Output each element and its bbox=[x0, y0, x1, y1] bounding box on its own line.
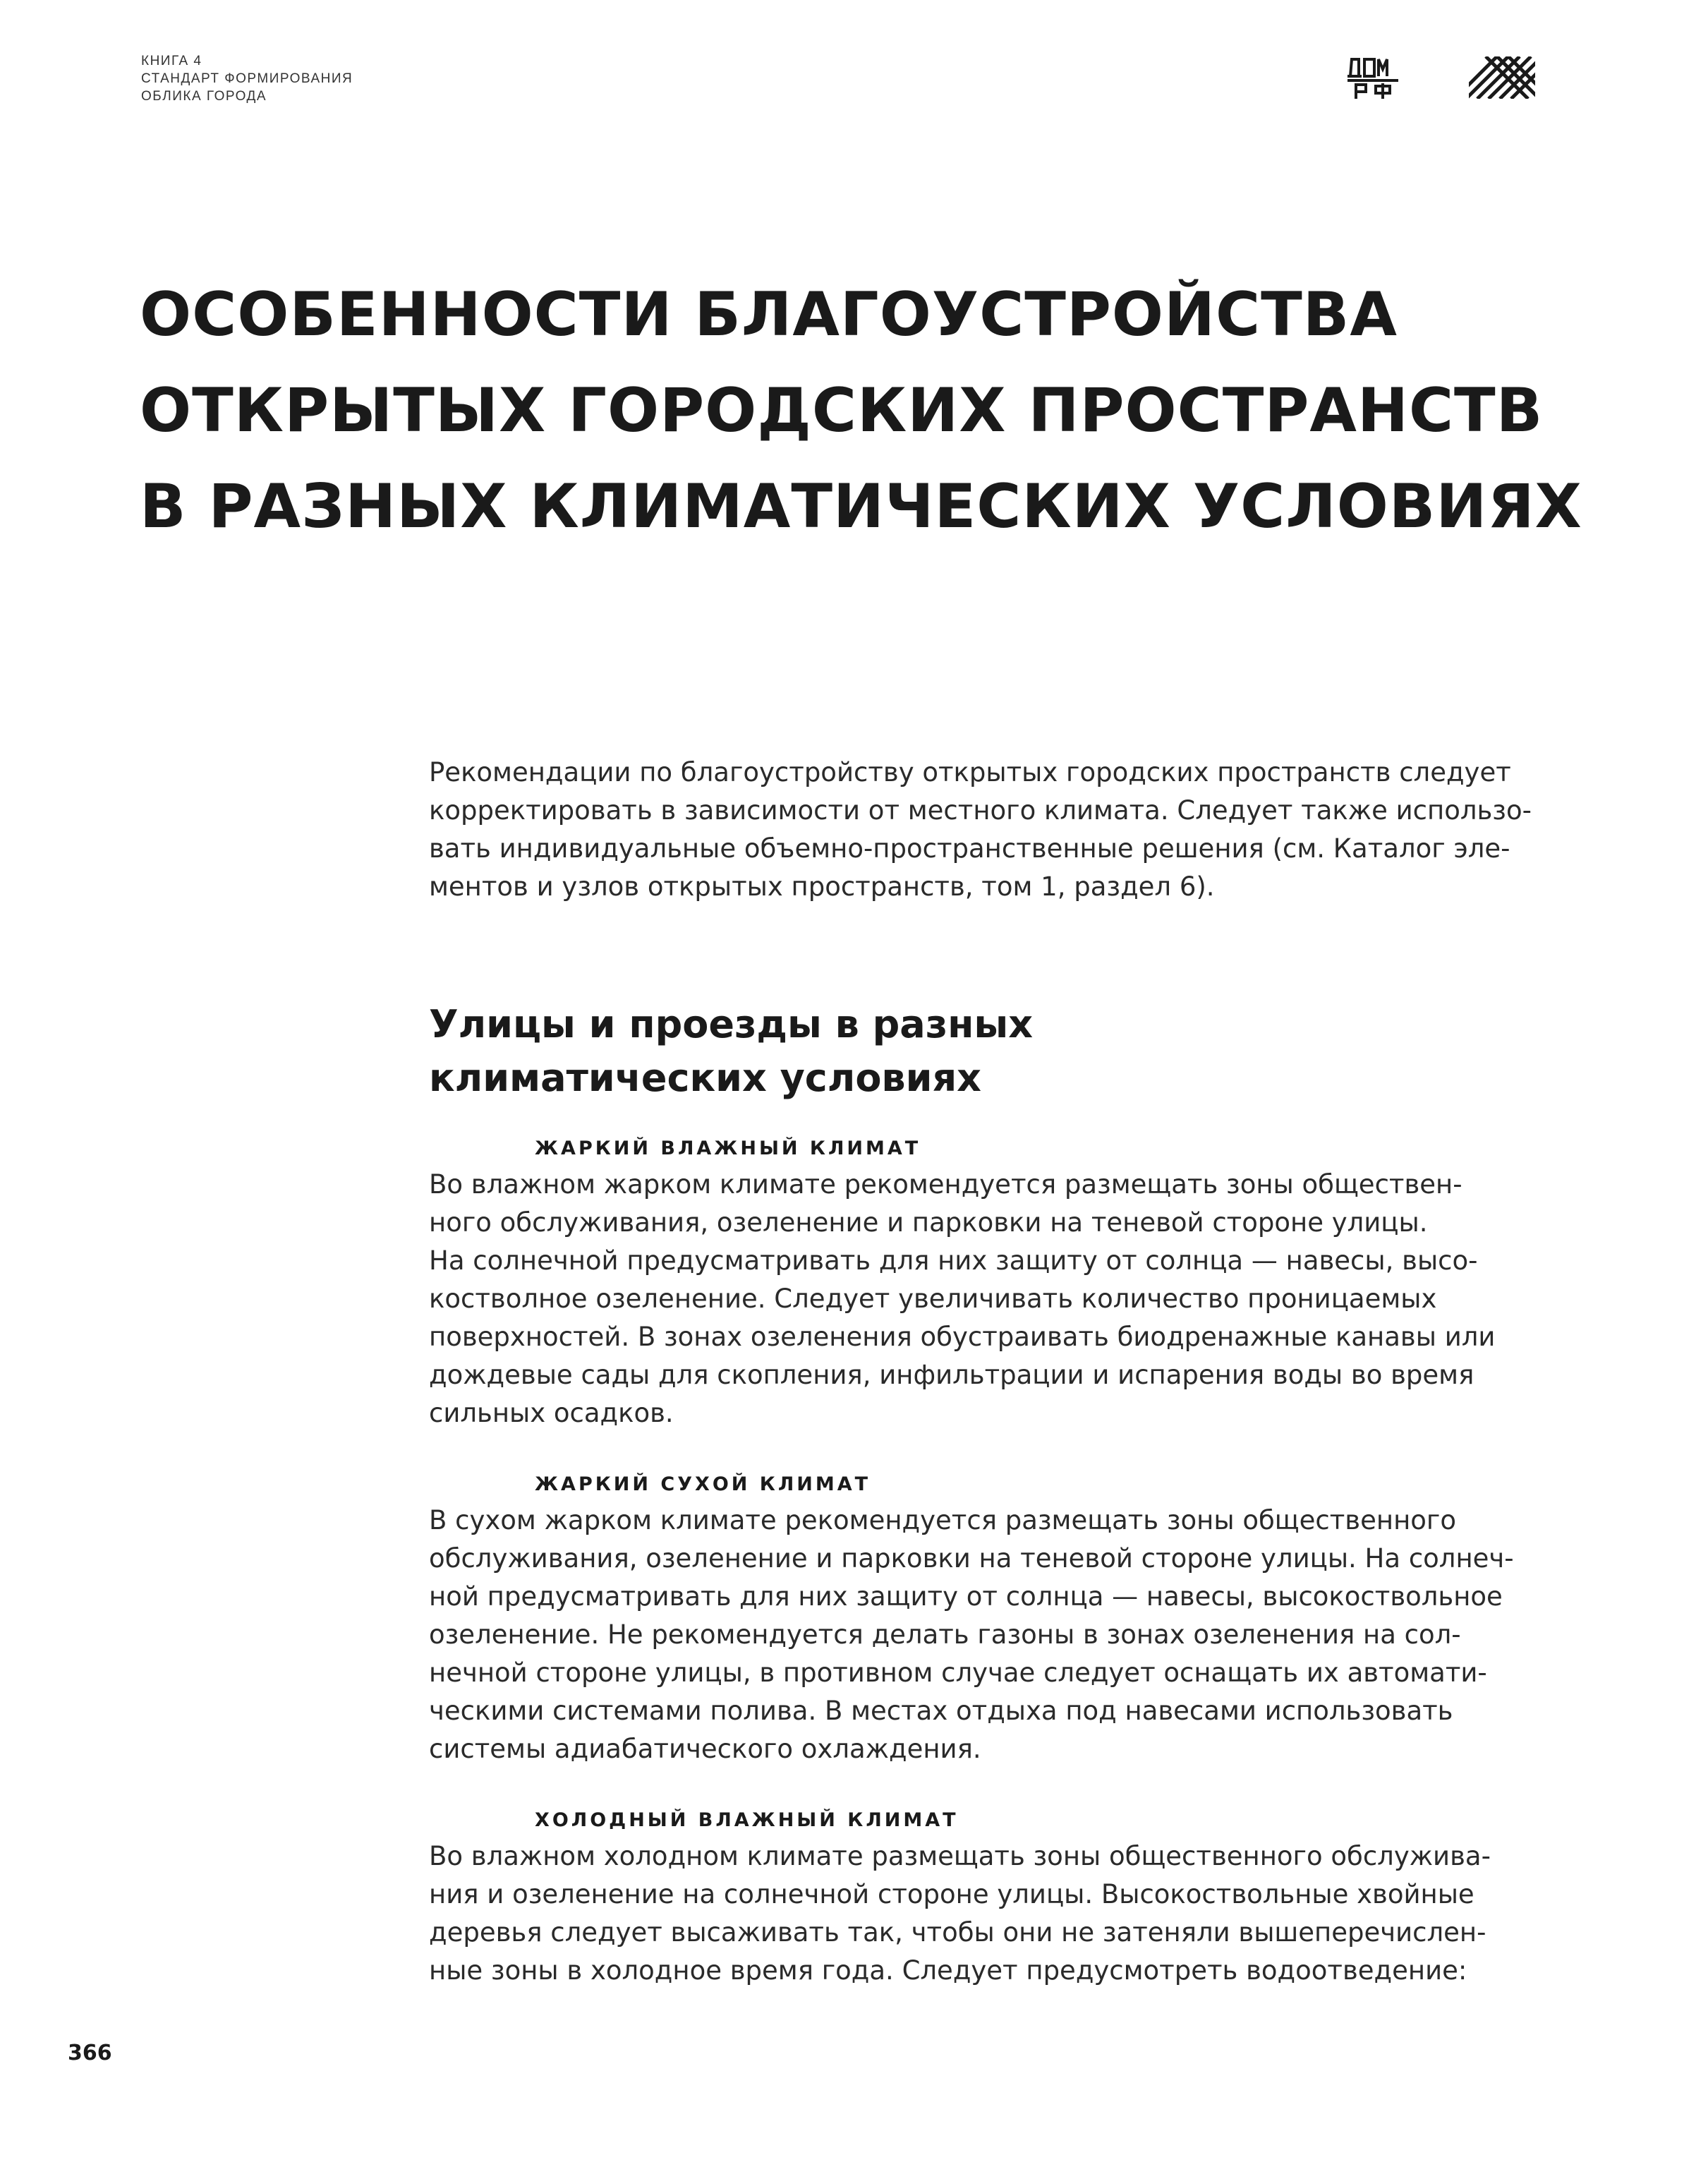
paragraph-line: ческими системами полива. В местах отдыха под навесами использовать bbox=[429, 1696, 1453, 1726]
subsection-hot-humid bbox=[429, 1135, 1530, 1432]
subsection-paragraph bbox=[429, 1502, 1530, 1768]
subsection-paragraph bbox=[429, 1166, 1530, 1432]
subsection-paragraph bbox=[429, 1837, 1530, 1990]
section-heading bbox=[429, 998, 1530, 1105]
main-content bbox=[429, 754, 1530, 1990]
paragraph-line: ные зоны в холодное время года. Следует предусмотреть водоотведение: bbox=[429, 1955, 1467, 1986]
paragraph-line: обслуживания, озеленение и парковки на теневой стороне улицы. На солнеч- bbox=[429, 1543, 1514, 1574]
intro-line: Рекомендации по благоустройству открытых городских пространств следует bbox=[429, 757, 1511, 787]
intro-line: вать индивидуальные объемно-пространственные решения (см. Каталог эле- bbox=[429, 833, 1510, 864]
paragraph-line: костволное озеленение. Следует увеличивать количество проницаемых bbox=[429, 1284, 1437, 1314]
paragraph-line: нечной стороне улицы, в противном случае следует оснащать их автомати- bbox=[429, 1658, 1487, 1688]
paragraph-line: Во влажном жарком климате рекомендуется размещать зоны обществен- bbox=[429, 1169, 1462, 1200]
paragraph-line: системы адиабатического охлаждения. bbox=[429, 1734, 981, 1764]
intro-paragraph bbox=[429, 754, 1530, 906]
book-meta bbox=[141, 52, 353, 105]
section-heading-line: Улицы и проезды в разных bbox=[429, 1002, 1034, 1046]
paragraph-line: На солнечной предусматривать для них защиту от солнца — навесы, высо- bbox=[429, 1245, 1478, 1276]
paragraph-line: ния и озеленение на солнечной стороне улицы. Высокоствольные хвойные bbox=[429, 1879, 1474, 1909]
subsection-heading: ЖАРКИЙ СУХОЙ КЛИМАТ bbox=[535, 1473, 871, 1495]
paragraph-line: деревья следует высаживать так, чтобы они не затеняли вышеперечислен- bbox=[429, 1917, 1486, 1948]
paragraph-line: ной предусматривать для них защиту от солнца — навесы, высокоствольное bbox=[429, 1581, 1503, 1612]
dom-rf-logo-icon bbox=[1346, 55, 1400, 100]
intro-line: корректировать в зависимости от местного климата. Следует также использо- bbox=[429, 795, 1532, 826]
subsection-heading: ЖАРКИЙ ВЛАЖНЫЙ КЛИМАТ bbox=[535, 1137, 921, 1159]
paragraph-line: дождевые сады для скопления, инфильтрации и испарения воды во время bbox=[429, 1360, 1474, 1390]
paragraph-line: поверхностей. В зонах озеленения обустраивать биодренажные канавы или bbox=[429, 1322, 1496, 1352]
intro-line: ментов и узлов открытых пространств, том 1, раздел 6). bbox=[429, 871, 1215, 902]
diagonal-grid-logo-icon bbox=[1469, 56, 1535, 99]
book-meta-line: КНИГА 4 bbox=[141, 54, 202, 68]
paragraph-line: озеленение. Не рекомендуется делать газоны в зонах озеленения на сол- bbox=[429, 1619, 1461, 1650]
paragraph-line: сильных осадков. bbox=[429, 1398, 674, 1428]
subsection-cold-humid bbox=[429, 1806, 1530, 1990]
subsection-hot-dry bbox=[429, 1471, 1530, 1768]
section-heading-line: климатических условиях bbox=[429, 1056, 981, 1100]
page-title bbox=[140, 267, 1586, 555]
paragraph-line: Во влажном холодном климате размещать зоны общественного обслужива- bbox=[429, 1841, 1491, 1871]
book-meta-line: ОБЛИКА ГОРОДА bbox=[141, 89, 267, 104]
page-title-line: ОСОБЕННОСТИ БЛАГОУСТРОЙСТВА bbox=[140, 279, 1398, 350]
page-number: 366 bbox=[68, 2041, 112, 2065]
paragraph-line: ного обслуживания, озеленение и парковки на теневой стороне улицы. bbox=[429, 1207, 1428, 1238]
paragraph-line: В сухом жарком климате рекомендуется размещать зоны общественного bbox=[429, 1505, 1456, 1535]
book-meta-line: СТАНДАРТ ФОРМИРОВАНИЯ bbox=[141, 71, 353, 86]
page-title-line: В РАЗНЫХ КЛИМАТИЧЕСКИХ УСЛОВИЯХ bbox=[140, 471, 1582, 542]
page-title-line: ОТКРЫТЫХ ГОРОДСКИХ ПРОСТРАНСТВ bbox=[140, 375, 1544, 446]
subsection-heading: ХОЛОДНЫЙ ВЛАЖНЫЙ КЛИМАТ bbox=[535, 1809, 959, 1831]
